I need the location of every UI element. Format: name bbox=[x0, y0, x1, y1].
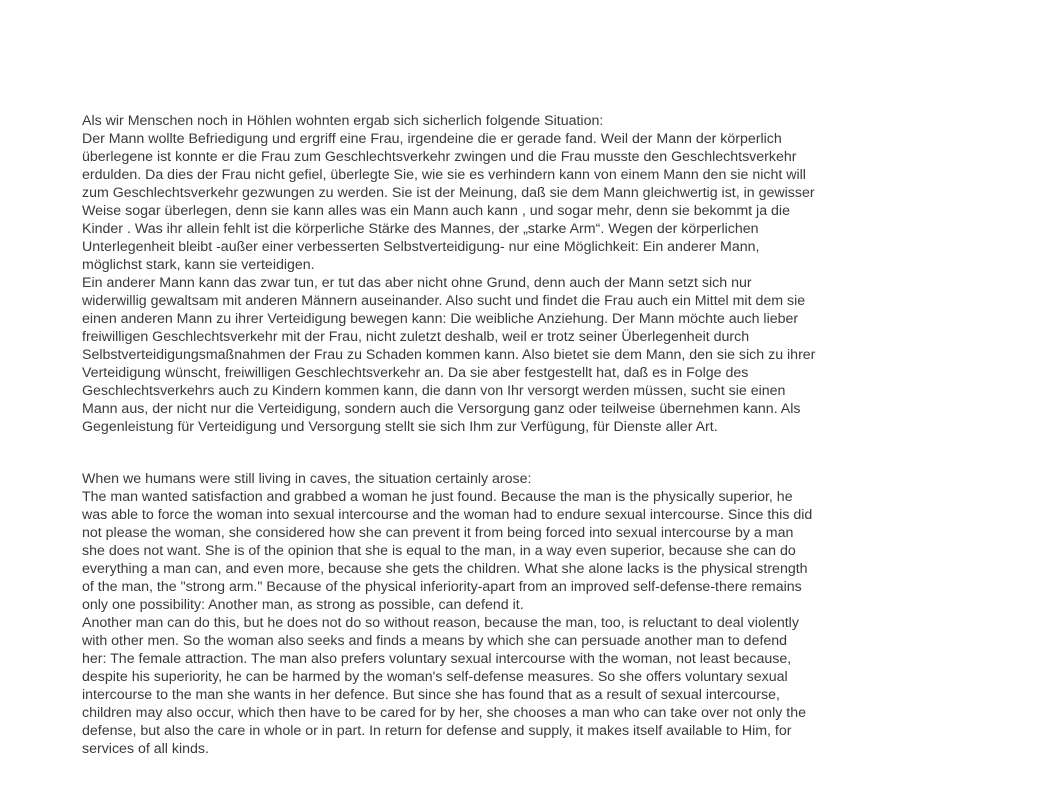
text-line: her: The female attraction. The man also prefers voluntary sexual intercourse with the woman, not least because, bbox=[82, 651, 792, 667]
text-line: defense, but also the care in whole or in part. In return for defense and supply, it makes itself available to Him, for bbox=[82, 723, 792, 739]
text-line: Als wir Menschen noch in Höhlen wohnten ergab sich sicherlich folgende Situation: bbox=[82, 113, 604, 129]
text-line: services of all kinds. bbox=[82, 741, 209, 757]
text-line: only one possibility: Another man, as strong as possible, can defend it. bbox=[82, 597, 524, 613]
text-line: not please the woman, she considered how she can prevent it from being forced into sexual intercourse by a man bbox=[82, 525, 794, 541]
text-line: Verteidigung wünscht, freiwilligen Geschlechtsverkehr an. Da sie aber festgestellt hat, daß es in Folge des bbox=[82, 365, 749, 381]
text-line: möglichst stark, kann sie verteidigen. bbox=[82, 257, 315, 273]
text-line: Kinder . Was ihr allein fehlt ist die körperliche Stärke des Mannes, der „starke Arm“. Wegen der körperlichen bbox=[82, 221, 759, 237]
text-line: everything a man can, and even more, because she gets the children. What she alone lacks is the physical strength bbox=[82, 561, 808, 577]
text-line: Ein anderer Mann kann das zwar tun, er tut das aber nicht ohne Grund, denn auch der Mann setzt sich nur bbox=[82, 275, 752, 291]
text-line: einen anderen Mann zu ihrer Verteidigung bewegen kann: Die weibliche Anziehung. Der Mann möchte auch lieber bbox=[82, 311, 799, 327]
german-text-block bbox=[82, 112, 922, 436]
text-line: überlegene ist konnte er die Frau zum Geschlechtsverkehr zwingen und die Frau musste den Geschlechtsverkehr bbox=[82, 149, 797, 165]
text-line: When we humans were still living in caves, the situation certainly arose: bbox=[82, 471, 532, 487]
text-line: Weise sogar überlegen, denn sie kann alles was ein Mann auch kann , und sogar mehr, denn sie bekommt ja die bbox=[82, 203, 790, 219]
text-line: erdulden. Da dies der Frau nicht gefiel, überlegte Sie, wie sie es verhindern kann von einem Mann den sie nicht will bbox=[82, 167, 806, 183]
text-line: intercourse to the man she wants in her defence. But since she has found that as a result of sexual intercourse, bbox=[82, 687, 780, 703]
text-line: children may also occur, which then have to be cared for by her, she chooses a man who can take over not only the bbox=[82, 705, 806, 721]
text-line: despite his superiority, he can be harmed by the woman's self-defense measures. So she offers voluntary sexual bbox=[82, 669, 788, 685]
text-line: zum Geschlechtsverkehr gezwungen zu werden. Sie ist der Meinung, daß sie dem Mann gleichwertig ist, in gewisser bbox=[82, 185, 815, 201]
text-line: Unterlegenheit bleibt -außer einer verbesserten Selbstverteidigung- nur eine Möglichkeit: Ein anderer Mann, bbox=[82, 239, 760, 255]
text-line: Geschlechtsverkehrs auch zu Kindern kommen kann, die dann von Ihr versorgt werden müssen, sucht sie einen bbox=[82, 383, 786, 399]
text-line: Gegenleistung für Verteidigung und Versorgung stellt sie sich Ihm zur Verfügung, für Dienste aller Art. bbox=[82, 419, 718, 435]
text-line: Mann aus, der nicht nur die Verteidigung, sondern auch die Versorgung ganz oder teilweise übernehmen kann. Als bbox=[82, 401, 801, 417]
text-line: was able to force the woman into sexual intercourse and the woman had to endure sexual intercourse. Since this did bbox=[82, 507, 813, 523]
text-line: The man wanted satisfaction and grabbed a woman he just found. Because the man is the physically superior, he bbox=[82, 489, 793, 505]
text-line: Selbstverteidigungsmaßnahmen der Frau zu Schaden kommen kann. Also bietet sie dem Mann, den sie sich zu ihrer bbox=[82, 347, 816, 363]
text-line: of the man, the "strong arm." Because of the physical inferiority-apart from an improved self-defense-there remains bbox=[82, 579, 802, 595]
text-line: with other men. So the woman also seeks and finds a means by which she can persuade another man to defend bbox=[82, 633, 788, 649]
text-line: freiwilligen Geschlechtsverkehr mit der Frau, nicht zuletzt deshalb, weil er trotz seiner Überlegenheit durch bbox=[82, 329, 750, 345]
text-line: Der Mann wollte Befriedigung und ergriff eine Frau, irgendeine die er gerade fand. Weil der Mann der körperlich bbox=[82, 131, 782, 147]
english-text-block bbox=[82, 470, 922, 758]
text-line: she does not want. She is of the opinion that she is equal to the man, in a way even superior, because she can do bbox=[82, 543, 796, 559]
text-line: Another man can do this, but he does not do so without reason, because the man, too, is reluctant to deal violently bbox=[82, 615, 799, 631]
text-line: widerwillig gewaltsam mit anderen Männern auseinander. Also sucht und findet die Frau auch ein Mittel mit dem sie bbox=[82, 293, 806, 309]
